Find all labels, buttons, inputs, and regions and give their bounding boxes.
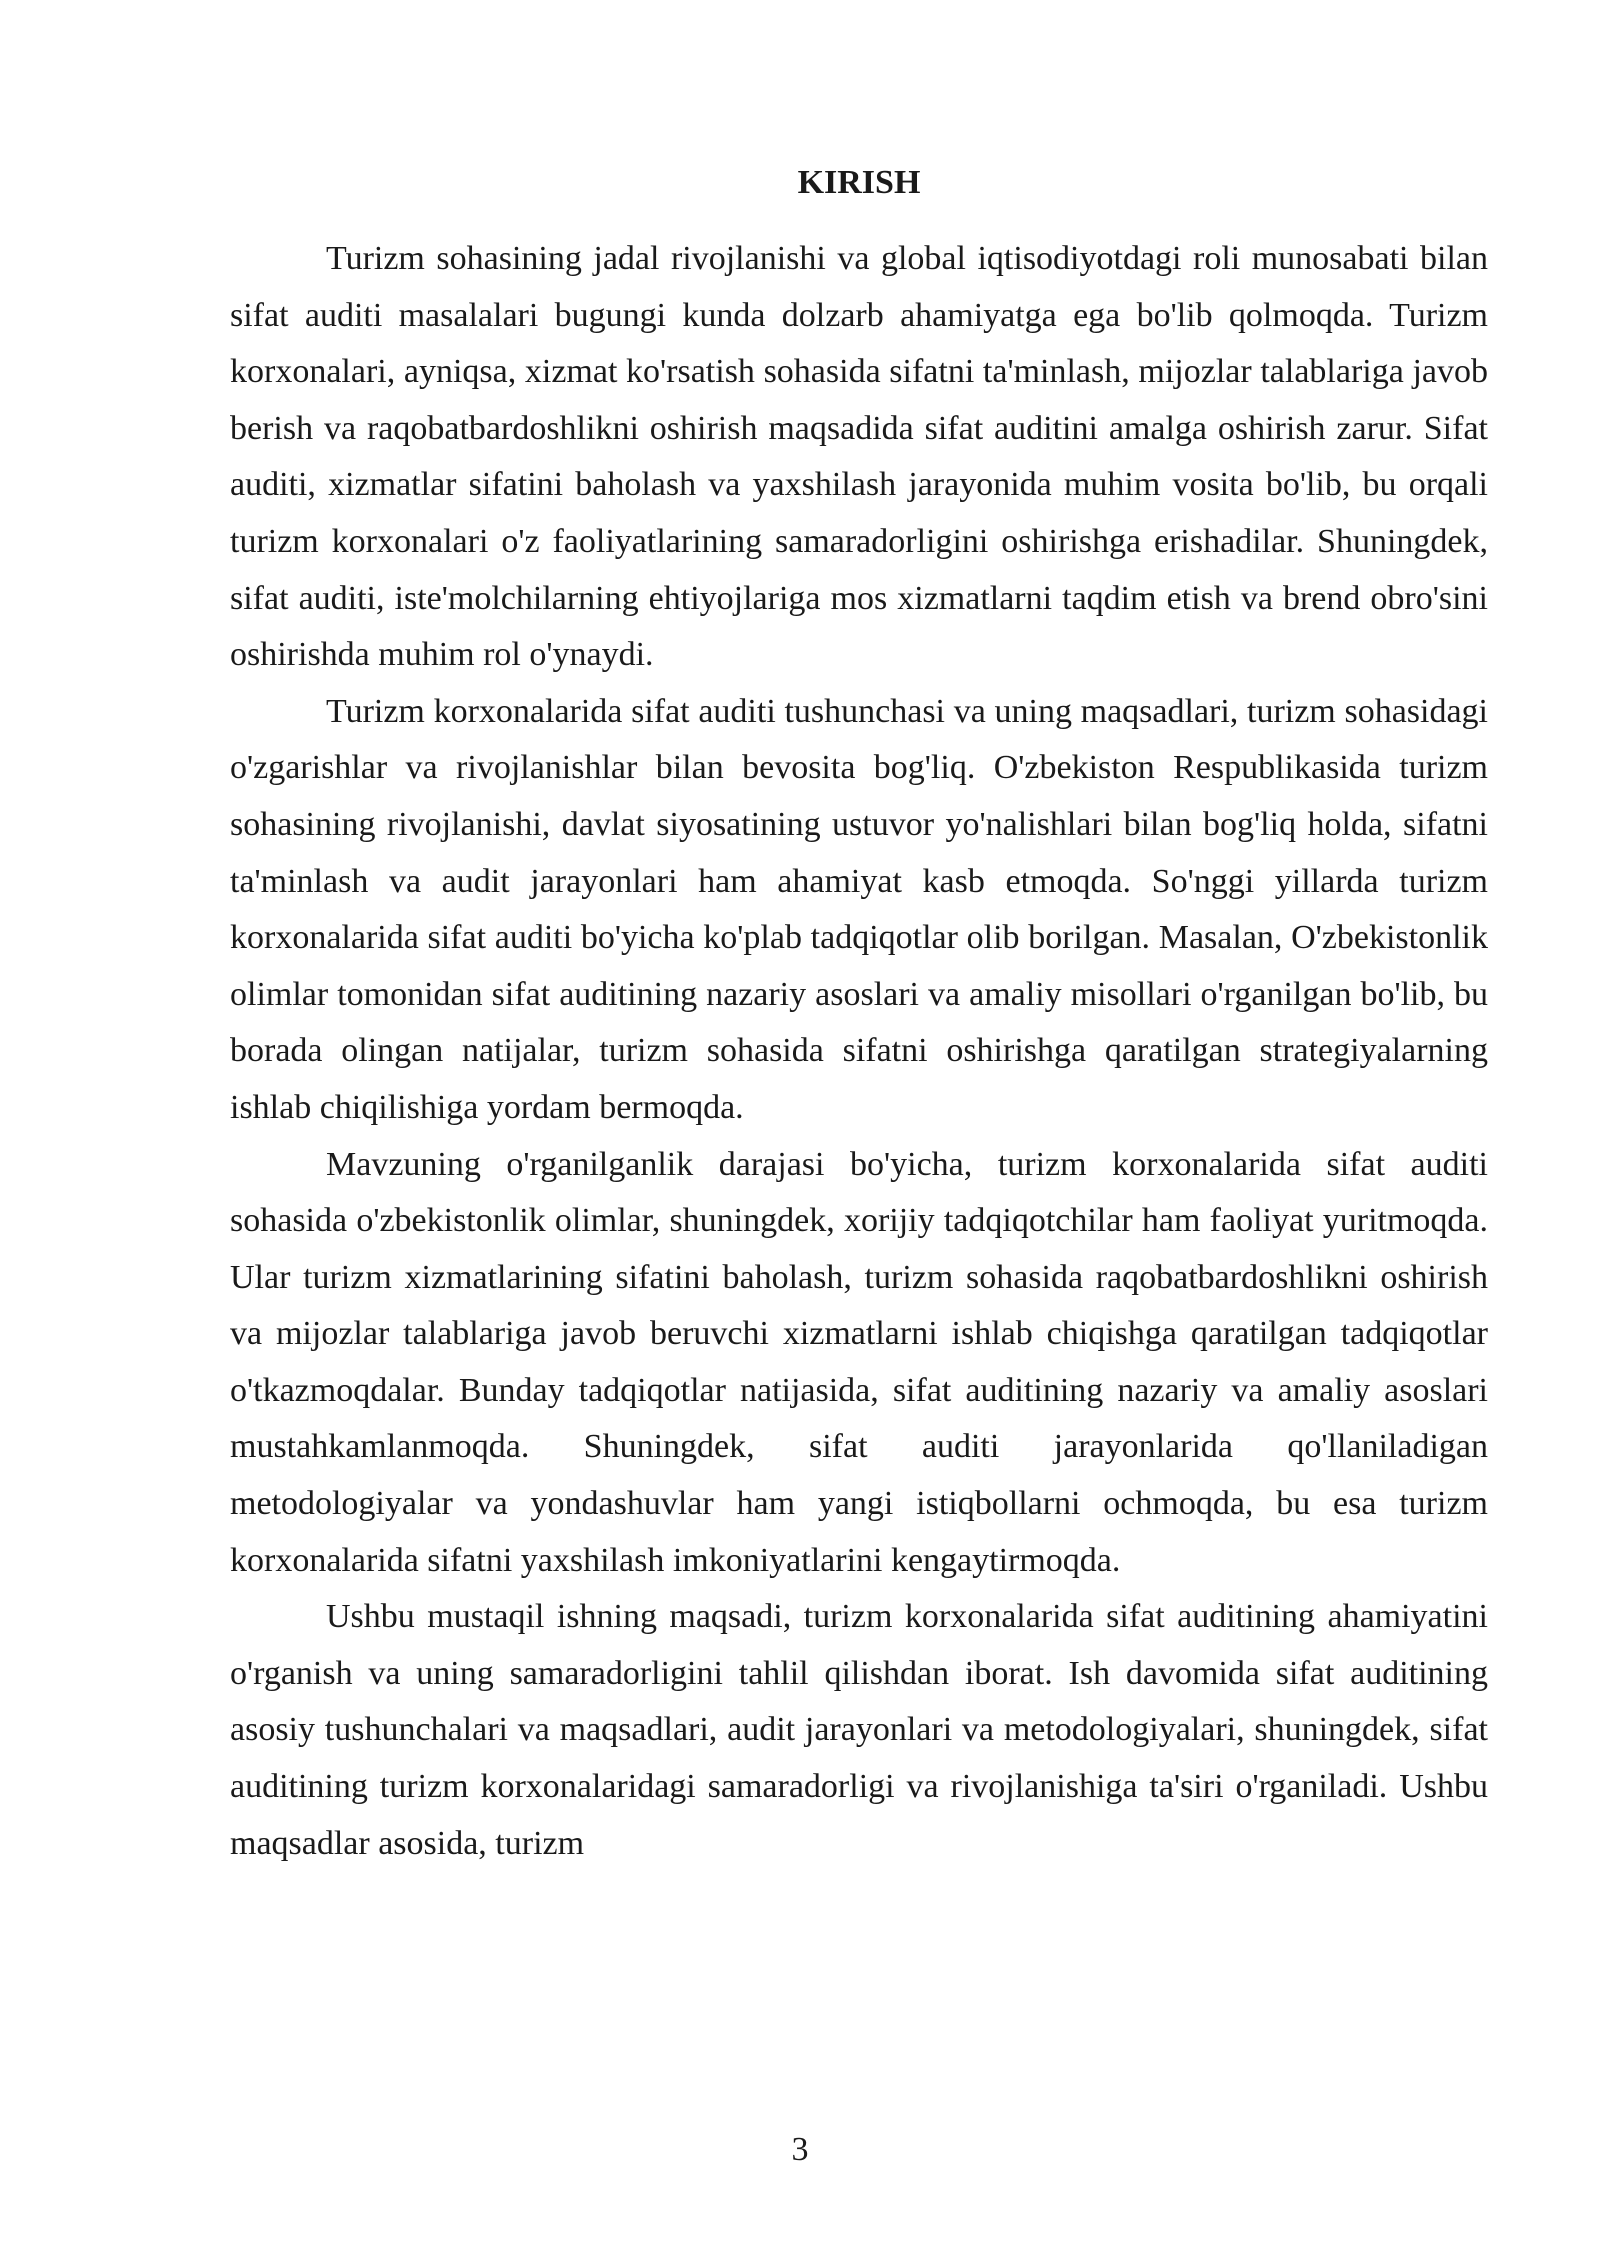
paragraph-4: Ushbu mustaqil ishning maqsadi, turizm korxonalarida sifat auditining ahamiyatini o'rganish va uning samaradorligini tahlil qilishdan iborat. Ish davomida sifat auditining asosiy tushunchalari va maqsadlari, audit jarayonlari va metodologiyalari, shuningdek, sifat auditining turizm korxonalaridagi samaradorligi va rivojlanishiga ta'siri o'rganiladi. Ushbu maqsadlar asosida, turizm: [230, 1598, 1488, 1862]
page-title: KIRISH: [797, 164, 921, 201]
paragraph-3: Mavzuning o'rganilganlik darajasi bo'yicha, turizm korxonalarida sifat auditi sohasida o'zbekistonlik olimlar, shuningdek, xorijiy tadqiqotchilar ham faoliyat yuritmoqda. Ular turizm xizmatlarining sifatini baholash, turizm sohasida raqobatbardoshlikni oshirish va mijozlar talablariga javob beruvchi xizmatlarni ishlab chiqishga qaratilgan tadqiqotlar o'tkazmoqdalar. Bunday tadqiqotlar natijasida, sifat auditining nazariy va amaliy asoslari mustahkamlanmoqda. Shuningdek, sifat auditi jarayonlarida qo'llaniladigan metodologiyalar va yondashuvlar ham yangi istiqbollarni ochmoqda, bu esa turizm korxonalarida sifatni yaxshilash imkoniyatlarini kengaytirmoqda.: [230, 1145, 1488, 1579]
paragraph-1: Turizm sohasining jadal rivojlanishi va global iqtisodiyotdagi roli munosabati bilan sifat auditi masalalari bugungi kunda dolzarb ahamiyatga ega bo'lib qolmoqda. Turizm korxonalari, ayniqsa, xizmat ko'rsatish sohasida sifatni ta'minlash, mijozlar talablariga javob berish va raqobatbardoshlikni oshirish maqsadida sifat auditini amalga oshirish zarur. Sifat auditi, xizmatlar sifatini baholash va yaxshilash jarayonida muhim vosita bo'lib, bu orqali turizm korxonalari o'z faoliyatlarining samaradorligini oshirishga erishadilar. Shuningdek, sifat auditi, iste'molchilarning ehtiyojlariga mos xizmatlarni taqdim etish va brend obro'sini oshirishda muhim rol o'ynaydi.: [230, 240, 1488, 674]
paragraph-2: Turizm korxonalarida sifat auditi tushunchasi va uning maqsadlari, turizm sohasidagi o'zgarishlar va rivojlanishlar bilan bevosita bog'liq. O'zbekiston Respublikasida turizm sohasining rivojlanishi, davlat siyosatining ustuvor yo'nalishlari bilan bog'liq holda, sifatni ta'minlash va audit jarayonlari ham ahamiyat kasb etmoqda. So'nggi yillarda turizm korxonalarida sifat auditi bo'yicha ko'plab tadqiqotlar olib borilgan. Masalan, O'zbekistonlik olimlar tomonidan sifat auditining nazariy asoslari va amaliy misollari o'rganilgan bo'lib, bu borada olingan natijalar, turizm sohasida sifatni oshirishga qaratilgan strategiyalarning ishlab chiqilishiga yordam bermoqda.: [230, 692, 1488, 1126]
page-number: 3: [791, 2131, 809, 2168]
page-content: [230, 155, 1488, 1872]
